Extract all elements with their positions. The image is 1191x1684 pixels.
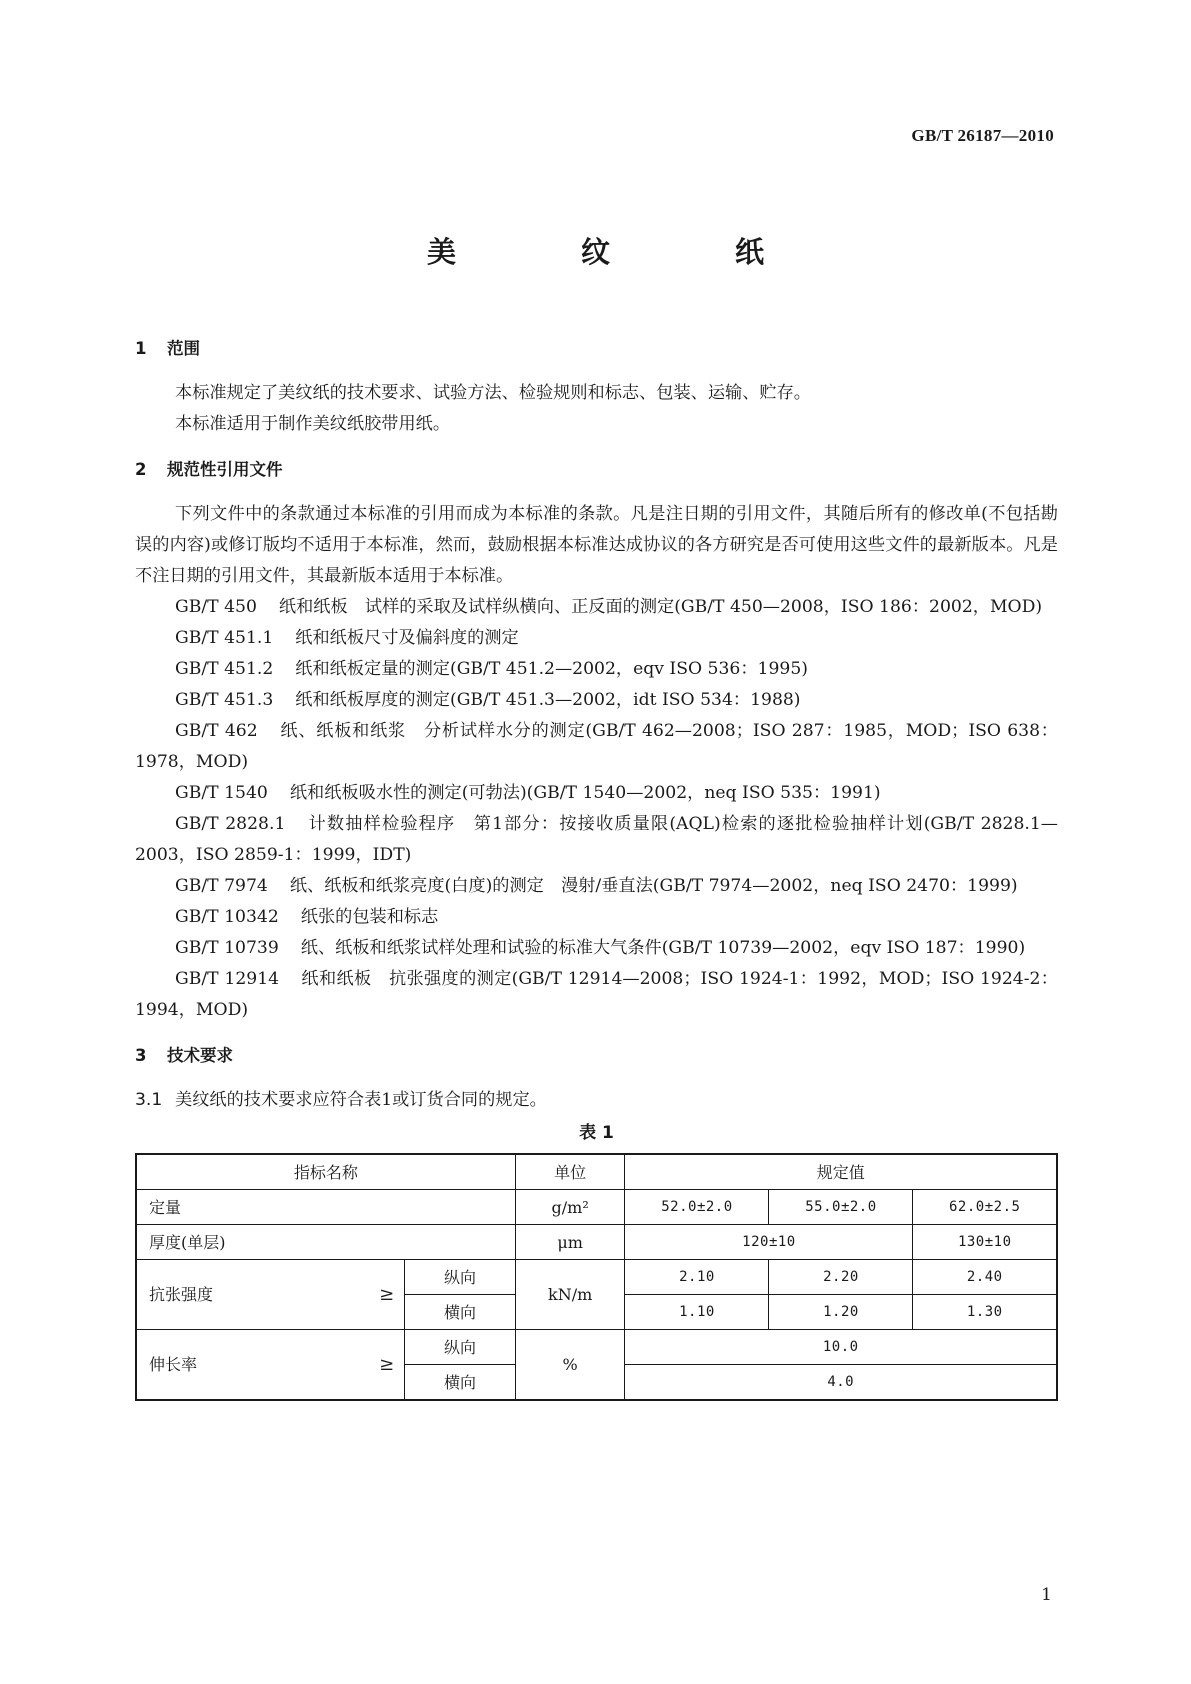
spec-table bbox=[135, 1153, 1058, 1401]
reference-item bbox=[135, 654, 1058, 685]
ge-symbol: ≥ bbox=[379, 1284, 395, 1305]
reference-title: 纸和纸板 抗张强度的测定(GB/T 12914—2008；ISO 1924-1：1992，MOD；ISO 1924-2：1994，MOD) bbox=[135, 969, 1058, 1020]
reference-title: 纸和纸板定量的测定(GB/T 451.2—2002，eqv ISO 536：1995) bbox=[295, 659, 808, 679]
section-title: 范围 bbox=[167, 339, 200, 358]
row-name bbox=[136, 1260, 405, 1330]
section-3-heading bbox=[135, 1040, 1058, 1071]
section-title: 技术要求 bbox=[167, 1046, 233, 1065]
unit-cell: % bbox=[515, 1330, 625, 1401]
page-number: 1 bbox=[1041, 1585, 1052, 1605]
value-cell: 1.10 bbox=[625, 1295, 769, 1330]
value-cell: 130±10 bbox=[913, 1225, 1057, 1260]
document-title: 美 纹 纸 bbox=[426, 235, 812, 269]
unit-cell: μm bbox=[515, 1225, 625, 1260]
value-cell: 4.0 bbox=[625, 1365, 1057, 1401]
standard-code: GB/T 26187—2010 bbox=[911, 126, 1054, 145]
section-number: 1 bbox=[135, 339, 147, 358]
value-cell: 2.10 bbox=[625, 1260, 769, 1295]
reference-code: GB/T 1540 bbox=[175, 783, 268, 803]
reference-title: 纸和纸板吸水性的测定(可勃法)(GB/T 1540—2002，neq ISO 535：1991) bbox=[289, 783, 881, 803]
table-caption: 表 1 bbox=[579, 1123, 614, 1143]
row-name: 定量 bbox=[136, 1190, 515, 1225]
paragraph: 下列文件中的条款通过本标准的引用而成为本标准的条款。凡是注日期的引用文件，其随后所有的修改单(不包括勘误的内容)或修订版均不适用于本标准，然而，鼓励根据本标准达成协议的各方研究是否可使用这些文件的最新版本。凡是不注日期的引用文件，其最新版本适用于本标准。 bbox=[135, 504, 1058, 586]
reference-code: GB/T 451.3 bbox=[175, 690, 274, 710]
row-name: 厚度(单层) bbox=[136, 1225, 515, 1260]
reference-item bbox=[135, 902, 1058, 933]
section-2-heading bbox=[135, 454, 1058, 485]
reference-title: 纸、纸板和纸浆 分析试样水分的测定(GB/T 462—2008；ISO 287：1985，MOD；ISO 638：1978，MOD) bbox=[135, 721, 1058, 772]
reference-item bbox=[135, 809, 1058, 871]
reference-code: GB/T 462 bbox=[175, 721, 258, 741]
direction-cell: 横向 bbox=[405, 1295, 516, 1330]
row-name-text: 伸长率 bbox=[149, 1355, 198, 1374]
paragraph: 本标准适用于制作美纹纸胶带用纸。 bbox=[175, 414, 451, 434]
row-name-text: 抗张强度 bbox=[149, 1285, 214, 1304]
clause-3-1 bbox=[135, 1085, 1058, 1116]
table-header-row bbox=[136, 1154, 1057, 1190]
paragraph: 本标准规定了美纹纸的技术要求、试验方法、检验规则和标志、包装、运输、贮存。 bbox=[175, 383, 811, 403]
reference-item bbox=[135, 623, 1058, 654]
reference-title: 纸、纸板和纸浆亮度(白度)的测定 漫射/垂直法(GB/T 7974—2002，neq ISO 2470：1999) bbox=[289, 876, 1018, 896]
direction-cell: 纵向 bbox=[405, 1330, 516, 1365]
section-title: 规范性引用文件 bbox=[167, 460, 283, 479]
reference-item bbox=[135, 685, 1058, 716]
value-cell: 1.30 bbox=[913, 1295, 1057, 1330]
value-cell: 52.0±2.0 bbox=[625, 1190, 769, 1225]
value-cell: 55.0±2.0 bbox=[769, 1190, 913, 1225]
row-name bbox=[136, 1330, 405, 1401]
reference-code: GB/T 10342 bbox=[175, 907, 279, 927]
header-cell: 单位 bbox=[515, 1154, 625, 1190]
value-cell: 2.40 bbox=[913, 1260, 1057, 1295]
reference-title: 纸、纸板和纸浆试样处理和试验的标准大气条件(GB/T 10739—2002，eqv ISO 187：1990) bbox=[300, 938, 1026, 958]
reference-title: 纸张的包装和标志 bbox=[300, 907, 439, 927]
value-cell: 120±10 bbox=[625, 1225, 913, 1260]
table-row bbox=[136, 1260, 1057, 1295]
table-row bbox=[136, 1225, 1057, 1260]
table-row bbox=[136, 1330, 1057, 1365]
reference-code: GB/T 7974 bbox=[175, 876, 268, 896]
ge-symbol: ≥ bbox=[379, 1354, 395, 1375]
reference-item bbox=[135, 778, 1058, 809]
table-row bbox=[136, 1190, 1057, 1225]
reference-title: 纸和纸板厚度的测定(GB/T 451.3—2002，idt ISO 534：1988) bbox=[295, 690, 801, 710]
reference-code: GB/T 10739 bbox=[175, 938, 279, 958]
direction-cell: 横向 bbox=[405, 1365, 516, 1401]
header-cell: 指标名称 bbox=[136, 1154, 515, 1190]
section-1-heading bbox=[135, 333, 1058, 364]
document-body bbox=[135, 333, 1058, 1401]
section-number: 2 bbox=[135, 460, 147, 479]
reference-code: GB/T 2828.1 bbox=[175, 814, 286, 834]
value-cell: 62.0±2.5 bbox=[913, 1190, 1057, 1225]
reference-item bbox=[135, 716, 1058, 778]
unit-cell: g/m² bbox=[515, 1190, 625, 1225]
value-cell: 2.20 bbox=[769, 1260, 913, 1295]
clause-number: 3.1 bbox=[135, 1090, 163, 1110]
reference-code: GB/T 450 bbox=[175, 597, 257, 617]
clause-text: 美纹纸的技术要求应符合表1或订货合同的规定。 bbox=[175, 1090, 547, 1110]
reference-code: GB/T 451.1 bbox=[175, 628, 274, 648]
reference-title: 计数抽样检验程序 第1部分：按接收质量限(AQL)检索的逐批检验抽样计划(GB/T 2828.1—2003，ISO 2859-1：1999，IDT) bbox=[135, 814, 1058, 865]
value-cell: 10.0 bbox=[625, 1330, 1057, 1365]
unit-cell: kN/m bbox=[515, 1260, 625, 1330]
reference-code: GB/T 451.2 bbox=[175, 659, 274, 679]
reference-item bbox=[135, 871, 1058, 902]
reference-item bbox=[135, 933, 1058, 964]
section-number: 3 bbox=[135, 1046, 147, 1065]
reference-item bbox=[135, 964, 1058, 1026]
direction-cell: 纵向 bbox=[405, 1260, 516, 1295]
reference-item bbox=[135, 592, 1058, 623]
header-cell: 规定值 bbox=[625, 1154, 1057, 1190]
value-cell: 1.20 bbox=[769, 1295, 913, 1330]
reference-title: 纸和纸板 试样的采取及试样纵横向、正反面的测定(GB/T 450—2008，ISO 186：2002，MOD) bbox=[278, 597, 1043, 617]
reference-title: 纸和纸板尺寸及偏斜度的测定 bbox=[295, 628, 519, 648]
reference-code: GB/T 12914 bbox=[175, 969, 280, 989]
